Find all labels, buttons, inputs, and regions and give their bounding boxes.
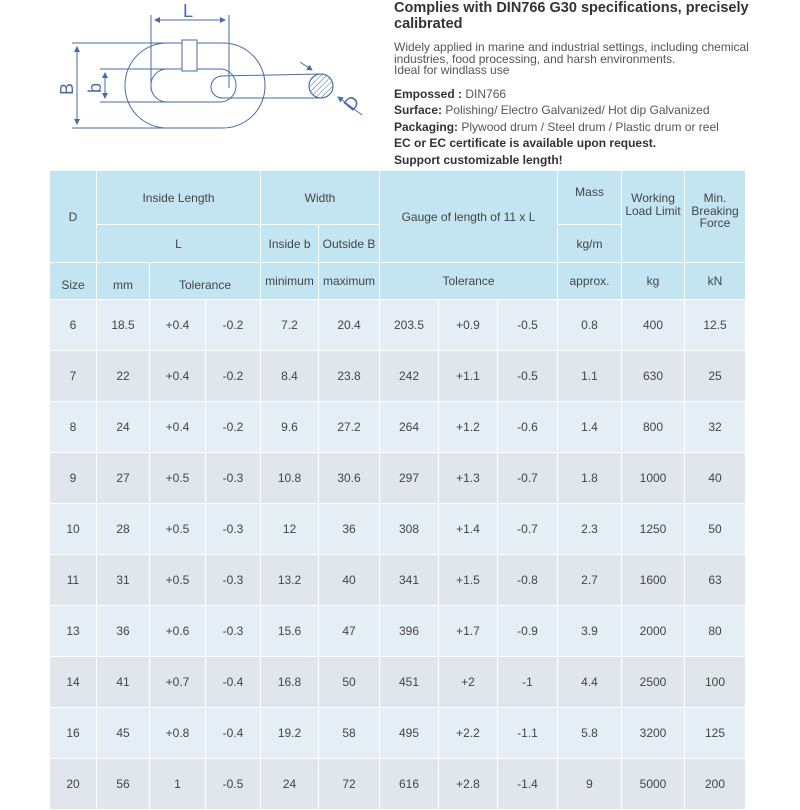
cell-inside-b-min: 24 [261, 759, 319, 810]
cell-size: 7 [50, 351, 97, 402]
cell-gauge-tol-minus: -0.5 [498, 300, 558, 351]
dimension-label-D: D [339, 91, 364, 115]
table-row [50, 708, 746, 759]
cell-gauge-length: 616 [380, 759, 439, 810]
headline: Complies with DIN766 G30 specifications, precisely calibrated [394, 0, 749, 32]
custom-length-note: Support customizable length! [394, 152, 563, 167]
cell-gauge-tol-minus: -0.8 [498, 555, 558, 606]
cell-working-load-limit: 5000 [622, 759, 685, 810]
spec-packaging-label: Packaging: [394, 119, 459, 134]
table-row [50, 657, 746, 708]
cell-inside-length-mm: 18.5 [97, 300, 150, 351]
cell-min-breaking-force: 80 [685, 606, 746, 657]
table-row [50, 300, 746, 351]
header-gauge: Gauge of length of 11 x L [380, 171, 558, 263]
cell-gauge-tol-minus: -0.6 [498, 402, 558, 453]
cell-inside-length-tol-minus: -0.2 [206, 300, 261, 351]
cell-gauge-tol-minus: -1 [498, 657, 558, 708]
cell-inside-length-mm: 56 [97, 759, 150, 810]
cell-inside-length-tol-plus: +0.6 [150, 606, 206, 657]
cell-mass: 9 [558, 759, 622, 810]
cell-working-load-limit: 630 [622, 351, 685, 402]
cell-gauge-tol-minus: -0.7 [498, 453, 558, 504]
chain-link-diagram [50, 0, 390, 165]
cell-gauge-tol-plus: +1.5 [439, 555, 498, 606]
spec-table [49, 170, 746, 810]
cell-min-breaking-force: 50 [685, 504, 746, 555]
cell-size: 14 [50, 657, 97, 708]
cell-outside-b-max: 23.8 [319, 351, 380, 402]
cell-gauge-tol-plus: +2 [439, 657, 498, 708]
cell-gauge-length: 341 [380, 555, 439, 606]
dimension-label-B: B [57, 82, 77, 95]
header-minimum: minimum [261, 263, 319, 300]
description [394, 42, 794, 77]
cell-working-load-limit: 2000 [622, 606, 685, 657]
table-row [50, 555, 746, 606]
dimension-label-L: L [183, 1, 194, 21]
table-row [50, 759, 746, 810]
header-l: L [97, 225, 261, 263]
cell-inside-b-min: 10.8 [261, 453, 319, 504]
spec-embossed-value: DIN766 [465, 86, 507, 101]
cell-outside-b-max: 30.6 [319, 453, 380, 504]
header-inside-b: Inside b [261, 225, 319, 263]
cell-gauge-tol-plus: +1.2 [439, 402, 498, 453]
spec-surface-value: Polishing/ Electro Galvanized/ Hot dip Galvanized [445, 103, 710, 117]
header-mass: Mass [558, 171, 622, 225]
cell-inside-b-min: 7.2 [261, 300, 319, 351]
cell-gauge-length: 242 [380, 351, 439, 402]
cell-outside-b-max: 58 [319, 708, 380, 759]
cell-min-breaking-force: 125 [685, 708, 746, 759]
cell-inside-length-mm: 24 [97, 402, 150, 453]
cell-inside-length-tol-minus: -0.2 [206, 402, 261, 453]
cell-gauge-length: 495 [380, 708, 439, 759]
cell-mass: 1.8 [558, 453, 622, 504]
cell-gauge-tol-plus: +1.3 [439, 453, 498, 504]
cell-size: 9 [50, 453, 97, 504]
cell-min-breaking-force: 200 [685, 759, 746, 810]
table-row [50, 402, 746, 453]
cell-gauge-tol-minus: -0.5 [498, 351, 558, 402]
header-d: D [50, 171, 97, 263]
cell-gauge-length: 203.5 [380, 300, 439, 351]
cell-inside-length-tol-minus: -0.2 [206, 351, 261, 402]
cell-inside-length-mm: 31 [97, 555, 150, 606]
cell-inside-b-min: 12 [261, 504, 319, 555]
cell-min-breaking-force: 12.5 [685, 300, 746, 351]
cell-inside-length-tol-plus: +0.8 [150, 708, 206, 759]
cell-inside-length-tol-plus: +0.4 [150, 402, 206, 453]
dimension-label-b: b [85, 82, 105, 93]
cell-mass: 3.9 [558, 606, 622, 657]
certificate-note: EC or EC certificate is available upon request. [394, 136, 657, 150]
header-width: Width [261, 171, 380, 225]
cell-inside-length-mm: 22 [97, 351, 150, 402]
cell-gauge-tol-plus: +2.8 [439, 759, 498, 810]
cell-inside-length-tol-minus: -0.3 [206, 453, 261, 504]
cell-outside-b-max: 72 [319, 759, 380, 810]
header-gauge-tolerance: Tolerance [380, 263, 558, 300]
header-kn: kN [685, 263, 746, 300]
cell-gauge-tol-plus: +1.7 [439, 606, 498, 657]
cell-min-breaking-force: 40 [685, 453, 746, 504]
cell-inside-length-tol-plus: 1 [150, 759, 206, 810]
description-windlass: Ideal for windlass use [394, 63, 510, 77]
cell-size: 10 [50, 504, 97, 555]
header-working-load-limit: Working Load Limit [622, 171, 685, 263]
cell-inside-length-tol-plus: +0.4 [150, 351, 206, 402]
cell-inside-length-mm: 41 [97, 657, 150, 708]
cell-inside-length-tol-minus: -0.4 [206, 708, 261, 759]
header-kg: kg [622, 263, 685, 300]
cell-inside-length-mm: 27 [97, 453, 150, 504]
cell-outside-b-max: 47 [319, 606, 380, 657]
product-info [394, 0, 794, 168]
cell-outside-b-max: 27.2 [319, 402, 380, 453]
cell-gauge-length: 451 [380, 657, 439, 708]
cell-size: 8 [50, 402, 97, 453]
cell-gauge-length: 297 [380, 453, 439, 504]
header-mass-unit: kg/m [558, 225, 622, 263]
header-approx: approx. [558, 263, 622, 300]
cell-gauge-tol-minus: -1.1 [498, 708, 558, 759]
header-mm: mm [97, 263, 150, 300]
cell-working-load-limit: 1000 [622, 453, 685, 504]
cell-size: 13 [50, 606, 97, 657]
cell-gauge-tol-minus: -0.9 [498, 606, 558, 657]
cell-size: 20 [50, 759, 97, 810]
cell-gauge-tol-plus: +0.9 [439, 300, 498, 351]
cell-inside-b-min: 13.2 [261, 555, 319, 606]
header-outside-b: Outside B [319, 225, 380, 263]
cell-gauge-length: 396 [380, 606, 439, 657]
cell-mass: 1.1 [558, 351, 622, 402]
cell-inside-length-tol-minus: -0.3 [206, 504, 261, 555]
cell-mass: 4.4 [558, 657, 622, 708]
description-main: Widely applied in marine and industrial settings, including chemical industries, food processing, and harsh environments. [394, 40, 749, 66]
cell-min-breaking-force: 32 [685, 402, 746, 453]
table-row [50, 453, 746, 504]
cell-gauge-length: 308 [380, 504, 439, 555]
spec-packaging-value: Plywood drum / Steel drum / Plastic drum or reel [461, 119, 719, 134]
cell-working-load-limit: 400 [622, 300, 685, 351]
cell-inside-b-min: 8.4 [261, 351, 319, 402]
spec-surface [394, 102, 794, 119]
cell-inside-length-tol-minus: -0.4 [206, 657, 261, 708]
cell-size: 11 [50, 555, 97, 606]
cell-mass: 1.4 [558, 402, 622, 453]
cell-working-load-limit: 1600 [622, 555, 685, 606]
cell-working-load-limit: 800 [622, 402, 685, 453]
cell-inside-length-tol-plus: +0.5 [150, 504, 206, 555]
table-row [50, 351, 746, 402]
table-body [50, 300, 746, 810]
cell-inside-b-min: 16.8 [261, 657, 319, 708]
cell-min-breaking-force: 63 [685, 555, 746, 606]
cell-working-load-limit: 1250 [622, 504, 685, 555]
cell-inside-b-min: 9.6 [261, 402, 319, 453]
cell-inside-length-mm: 45 [97, 708, 150, 759]
cell-inside-length-tol-minus: -0.3 [206, 606, 261, 657]
cell-outside-b-max: 36 [319, 504, 380, 555]
cell-gauge-tol-plus: +2.2 [439, 708, 498, 759]
cell-gauge-length: 264 [380, 402, 439, 453]
cell-outside-b-max: 20.4 [319, 300, 380, 351]
cell-gauge-tol-minus: -1.4 [498, 759, 558, 810]
cell-inside-length-mm: 28 [97, 504, 150, 555]
header-inside-length: Inside Length [97, 171, 261, 225]
header-min-breaking-force: Min. Breaking Force [685, 171, 746, 263]
header-size: Size [50, 263, 97, 300]
cell-inside-b-min: 19.2 [261, 708, 319, 759]
cell-inside-length-tol-plus: +0.5 [150, 453, 206, 504]
cell-mass: 2.7 [558, 555, 622, 606]
cell-inside-length-tol-plus: +0.5 [150, 555, 206, 606]
spec-surface-label: Surface: [394, 103, 443, 117]
cell-mass: 0.8 [558, 300, 622, 351]
cell-min-breaking-force: 25 [685, 351, 746, 402]
cell-size: 6 [50, 300, 97, 351]
cell-gauge-tol-plus: +1.4 [439, 504, 498, 555]
cell-gauge-tol-plus: +1.1 [439, 351, 498, 402]
table-row [50, 606, 746, 657]
spec-list [394, 86, 794, 169]
cell-working-load-limit: 3200 [622, 708, 685, 759]
spec-embossed-label: Empossed : [394, 86, 463, 101]
cell-inside-length-tol-plus: +0.4 [150, 300, 206, 351]
cell-inside-length-tol-minus: -0.3 [206, 555, 261, 606]
cell-working-load-limit: 2500 [622, 657, 685, 708]
cell-mass: 2.3 [558, 504, 622, 555]
cell-size: 16 [50, 708, 97, 759]
cell-inside-length-tol-plus: +0.7 [150, 657, 206, 708]
cell-outside-b-max: 50 [319, 657, 380, 708]
cell-inside-length-tol-minus: -0.5 [206, 759, 261, 810]
cell-gauge-tol-minus: -0.7 [498, 504, 558, 555]
header-maximum: maximum [319, 263, 380, 300]
table-row [50, 504, 746, 555]
cell-mass: 5.8 [558, 708, 622, 759]
cell-inside-b-min: 15.6 [261, 606, 319, 657]
cell-inside-length-mm: 36 [97, 606, 150, 657]
cell-min-breaking-force: 100 [685, 657, 746, 708]
header-tolerance: Tolerance [150, 263, 261, 300]
spec-embossed [394, 86, 794, 103]
spec-packaging [394, 119, 794, 136]
cell-outside-b-max: 40 [319, 555, 380, 606]
